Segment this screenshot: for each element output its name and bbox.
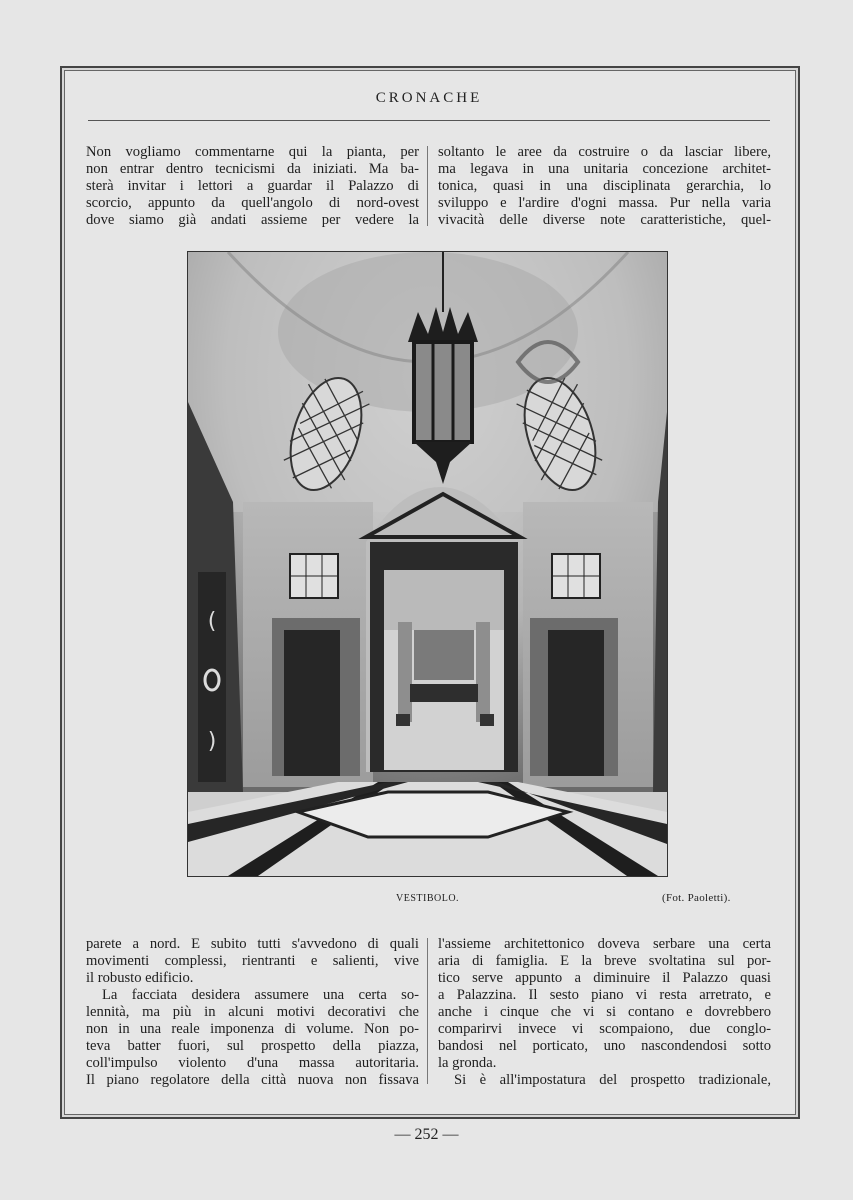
svg-text:): ) xyxy=(207,729,217,754)
text-line: Il piano regolatore della città nuova non fissava xyxy=(86,1072,419,1088)
text-line: tonica, quasi in una disciplinata gerarchia, lo xyxy=(438,178,771,194)
top-left-column xyxy=(86,144,419,229)
top-right-column xyxy=(438,144,771,229)
window-right xyxy=(552,554,600,598)
page-number: — 252 — xyxy=(394,1126,459,1143)
text-line: l'assieme architettonico doveva serbare una certa xyxy=(438,936,771,952)
text-line: lennità, ma più in alcuni motivi decorativi che xyxy=(86,1004,419,1020)
text-line: Non vogliamo commentarne qui la pianta, per xyxy=(86,144,419,160)
text-line: movimenti complessi, rientranti e salienti, vive xyxy=(86,953,419,969)
text-line: Si è all'impostatura del prospetto tradizionale, xyxy=(454,1072,771,1088)
text-line: a Palazzina. Il sesto piano vi resta arretrato, e xyxy=(438,987,771,1003)
column-rule xyxy=(427,146,428,226)
text-line: comparirvi invece vi scompaiono, due conglo- xyxy=(438,1021,771,1037)
text-line: tico serve appunto a diminuire il Palazzo quasi xyxy=(438,970,771,986)
text-line: parete a nord. E subito tutti s'avvedono di quali xyxy=(86,936,419,952)
text-line: La facciata desidera assumere una certa so- xyxy=(102,987,419,1003)
svg-text:(: ( xyxy=(207,609,217,634)
column-rule xyxy=(427,938,428,1084)
bottom-left-column xyxy=(86,936,419,1089)
text-line: coll'impulso violento d'una massa autoritaria. xyxy=(86,1055,419,1071)
text-line: non in una reale imponenza di volume. Non po- xyxy=(86,1021,419,1037)
text-line: soltanto le aree da costruire o da lasciar libere, xyxy=(438,144,771,160)
vestibule-photograph xyxy=(187,251,668,877)
text-line: dove siamo già andati assieme per vedere la xyxy=(86,212,419,228)
figure-caption: VESTIBOLO. xyxy=(396,893,460,904)
text-line: aria di famiglia. E la breve svoltatina sul por- xyxy=(438,953,771,969)
text-line: sterà invitar i lettori a guardar il Palazzo di xyxy=(86,178,419,194)
text-line: bandosi nel porticato, uno nascondendosi sotto xyxy=(438,1038,771,1054)
text-line: non entrar dentro tecnicismi da iniziati. Ma ba- xyxy=(86,161,419,177)
bottom-right-column xyxy=(438,936,771,1089)
text-line: la gronda. xyxy=(438,1055,497,1071)
header-rule xyxy=(88,120,770,121)
text-line: il robusto edificio. xyxy=(86,970,194,986)
text-line: sviluppo e l'ardire d'ogni massa. Pur nella varia xyxy=(438,195,771,211)
text-line: ma legava in una unitaria concezione architet- xyxy=(438,161,771,177)
text-line: scorcio, appunto da quell'angolo di nord-ovest xyxy=(86,195,419,211)
photo-credit: (Fot. Paoletti). xyxy=(662,892,731,904)
text-line: teva batter fuori, sul prospetto della piazza, xyxy=(86,1038,419,1054)
running-header: CRONACHE xyxy=(375,90,483,106)
text-line: anche i cinque che vi si contano e dovrebbero xyxy=(438,1004,771,1020)
text-line: vivacità delle diverse note caratteristiche, quel- xyxy=(438,212,771,228)
window-left xyxy=(290,554,338,598)
